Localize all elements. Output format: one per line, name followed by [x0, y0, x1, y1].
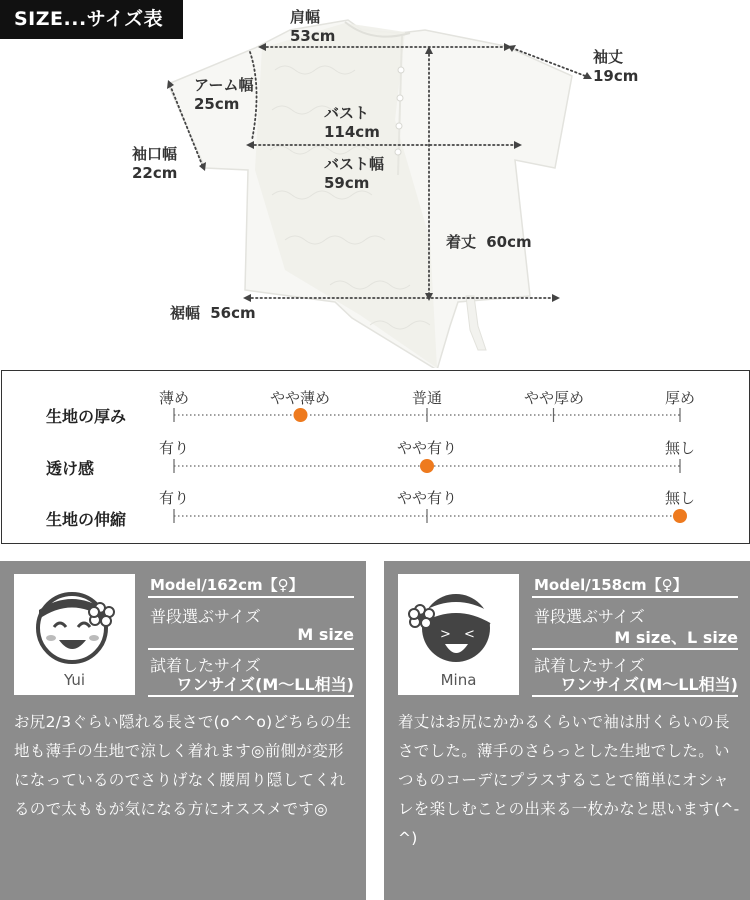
model-name: Yui — [63, 671, 86, 689]
bust-measurement — [324, 104, 380, 142]
fabric-scales — [2, 371, 749, 543]
size-chart-badge: SIZE...サイズ表 — [0, 0, 183, 39]
divider — [532, 596, 738, 598]
stretch-tick-yes: 有り — [158, 489, 190, 507]
tried-size-value: ワンサイズ(M〜LL相当) — [560, 675, 738, 694]
sleeve-length-value: 19cm — [593, 67, 639, 85]
transparency-tick-yes: 有り — [158, 439, 190, 457]
cuff-width-measurement — [132, 145, 177, 183]
thickness-label: 生地の厚み — [46, 407, 127, 426]
tried-size-value: ワンサイズ(M〜LL相当) — [176, 675, 354, 694]
transparency-tick-somewhat: やや有り — [396, 439, 458, 457]
stretch-tick-somewhat: やや有り — [396, 489, 458, 507]
sleeve-length-measurement — [593, 48, 638, 86]
usual-size-label: 普段選ぶサイズ — [150, 607, 261, 626]
length-label: 着丈 — [446, 233, 477, 251]
hem-width-value: 56cm — [210, 304, 256, 322]
shoulder-width-label: 肩幅 — [290, 8, 321, 26]
bust-value: 114cm — [324, 123, 380, 141]
thickness-tick-slightly-thin: やや薄め — [269, 389, 331, 407]
hem-width-label: 裾幅 — [170, 304, 201, 322]
cuff-width-value: 22cm — [132, 164, 178, 182]
thickness-tick-slightly-thick: やや厚め — [523, 389, 585, 407]
usual-size-value: M size — [297, 625, 354, 644]
model-comment: 着丈はお尻にかかるくらいで袖は肘くらいの長さでした。薄手のさらっとした生地でした。いつものコーデにプラスすることで簡単にオシャレを楽しむことの出来る一枚かなと思います(^-^) — [398, 713, 740, 847]
divider — [148, 648, 354, 650]
arm-width-measurement — [194, 76, 254, 114]
divider — [148, 695, 354, 697]
divider — [532, 695, 738, 697]
bust-width-label: バスト幅 — [324, 155, 385, 173]
stretch-tick-none: 無し — [664, 489, 696, 507]
bust-width-value: 59cm — [324, 174, 370, 192]
tried-size-label: 試着したサイズ — [534, 656, 645, 675]
transparency-label: 透け感 — [46, 459, 95, 478]
model-panel-mina — [384, 561, 750, 900]
hem-width-measurement — [170, 304, 256, 323]
avatar — [398, 574, 519, 695]
length-measurement — [446, 233, 532, 252]
selected-marker — [294, 408, 308, 422]
selected-marker — [673, 509, 687, 523]
model-name: Mina — [440, 671, 477, 689]
model-panel-yui — [0, 561, 366, 900]
divider — [148, 596, 354, 598]
model-heading: Model/162cm【♀】 — [150, 576, 304, 594]
length-value: 60cm — [486, 233, 532, 251]
bust-width-measurement — [324, 155, 384, 193]
avatar — [14, 574, 135, 695]
divider — [532, 648, 738, 650]
arm-width-value: 25cm — [194, 95, 240, 113]
svg-text:<: < — [464, 627, 475, 642]
shoulder-width-value: 53cm — [290, 27, 336, 45]
usual-size-label: 普段選ぶサイズ — [534, 607, 645, 626]
thickness-tick-normal: 普通 — [411, 389, 443, 407]
stretch-label: 生地の伸縮 — [46, 510, 127, 529]
thickness-tick-thick: 厚め — [664, 389, 696, 407]
tried-size-label: 試着したサイズ — [150, 656, 261, 675]
selected-marker — [420, 459, 434, 473]
bust-label: バスト — [324, 104, 370, 122]
shoulder-width-measurement — [290, 8, 335, 46]
thickness-tick-thin: 薄め — [158, 389, 190, 407]
usual-size-value: M size、L size — [614, 628, 738, 647]
cuff-width-label: 袖口幅 — [132, 145, 178, 163]
model-heading: Model/158cm【♀】 — [534, 576, 688, 594]
transparency-tick-none: 無し — [664, 439, 696, 457]
sleeve-length-label: 袖丈 — [593, 48, 624, 66]
model-comment: お尻2/3ぐらい隠れる長さで(o^^o)どちらの生地も薄手の生地で涼しく着れます◎前側が変形になっているのでさりげなく腰周り隠してくれるので太ももが気になる方にオススメです◎ — [14, 713, 352, 818]
svg-text:>: > — [440, 627, 451, 642]
arm-width-label: アーム幅 — [194, 76, 254, 94]
size-chart-section — [0, 0, 750, 368]
fabric-properties-box — [1, 370, 750, 544]
